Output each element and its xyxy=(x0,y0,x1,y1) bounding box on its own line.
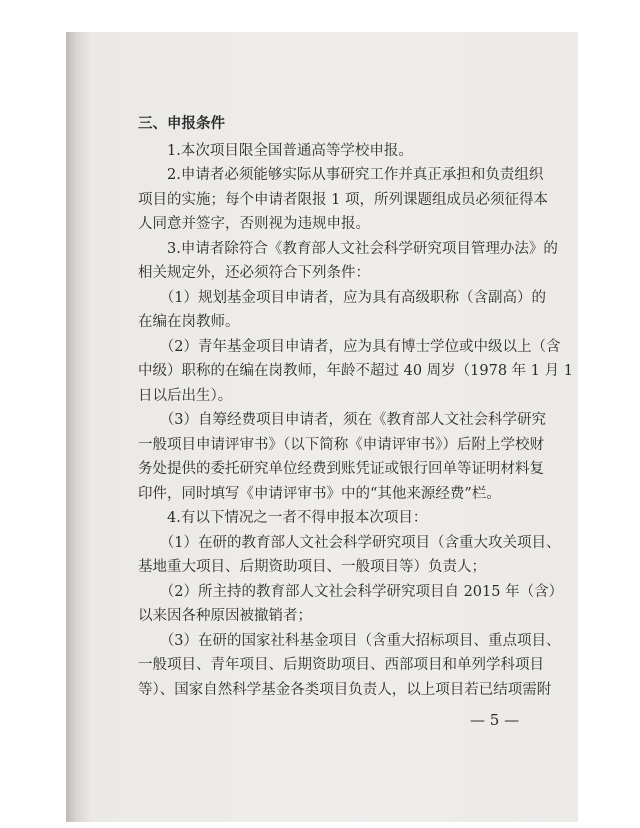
text-line: 一般项目、青年项目、后期资助项目、西部项目和单列学科项目 xyxy=(138,657,544,673)
text-line: 基地重大项目、后期资助项目、一般项目等）负责人； xyxy=(138,559,486,575)
text-line: 等）、国家自然科学基金各类项目负责人，以上项目若已结项需附 xyxy=(138,681,552,698)
text-line: （1）在研的教育部人文社会科学研究项目（含重大攻关项目、 xyxy=(138,534,561,551)
text-line: 务处提供的委托研究单位经费到账凭证或银行回单等证明材料复 xyxy=(138,461,544,477)
text-line: （2）青年基金项目申请者，应为具有博士学位或中级以上（含 xyxy=(138,338,561,355)
text-line: 3.申请者除符合《教育部人文社会科学研究项目管理办法》的 xyxy=(138,240,558,257)
text-line: 项目的实施；每个申请者限报 1 项，所列课题组成员必须征得本 xyxy=(138,191,548,208)
text-line: 在编在岗教师。 xyxy=(138,314,240,330)
text-line: （3）在研的国家社科基金项目（含重大招标项目、重点项目、 xyxy=(138,632,561,649)
text-line: （3）自筹经费项目申请者，须在《教育部人文社会科学研究 xyxy=(138,412,546,428)
page-number: — 5 — xyxy=(470,711,520,729)
text-line: 1.本次项目限全国普通高等学校申报。 xyxy=(138,142,413,159)
text-line: 相关规定外，还必须符合下列条件： xyxy=(138,265,370,281)
text-line: 中级）职称的在编在岗教师，年龄不超过 40 周岁（1978 年 1 月 1 xyxy=(138,363,573,379)
document-body xyxy=(138,112,573,702)
text-line: 2.申请者必须能够实际从事研究工作并真正承担和负责组织 xyxy=(138,167,544,183)
text-line: 人同意并签字，否则视为违规申报。 xyxy=(138,216,370,232)
text-line: 以来因各种原因被撤销者； xyxy=(138,608,312,624)
text-line: （1）规划基金项目申请者，应为具有高级职称（含副高）的 xyxy=(138,289,546,306)
text-line: 4.有以下情况之一者不得申报本次项目： xyxy=(138,510,428,526)
text-line: 印件，同时填写《申请评审书》中的“其他来源经费”栏。 xyxy=(138,485,501,502)
section-heading: 三、申报条件 xyxy=(138,116,225,132)
text-line: 日以后出生）。 xyxy=(138,387,233,404)
text-line: 一般项目申请评审书》（以下简称《申请评审书》）后附上学校财 xyxy=(138,436,544,453)
text-line: （2）所主持的教育部人文社会科学研究项目自 2015 年（含） xyxy=(138,583,564,600)
